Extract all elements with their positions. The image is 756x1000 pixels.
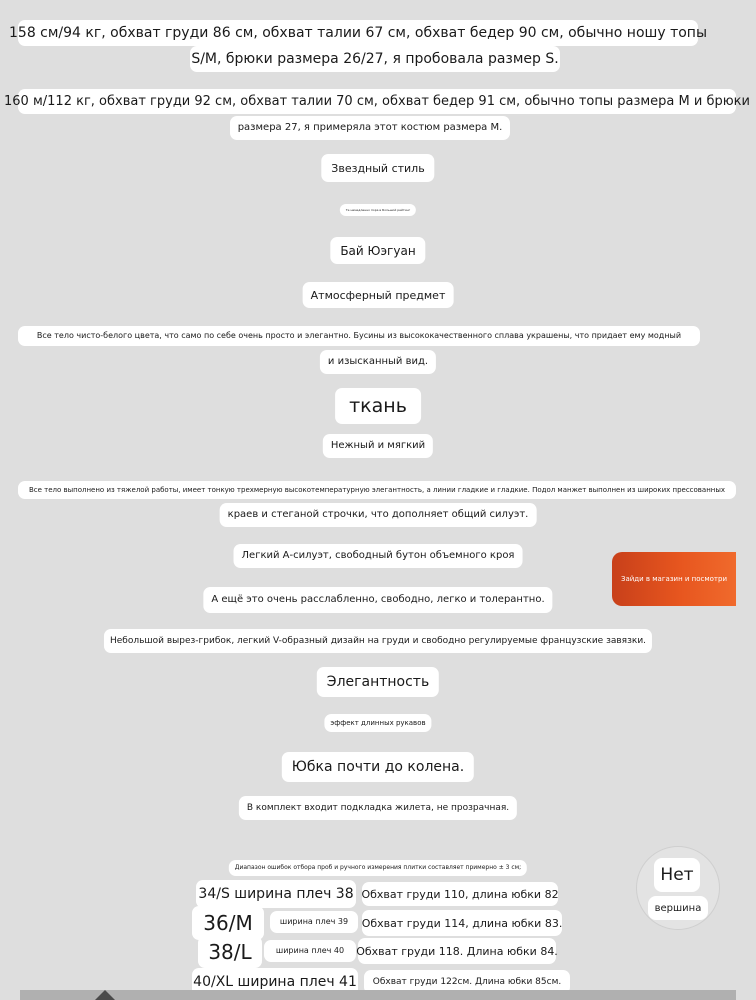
tag-a-silhouette: Легкий А-силуэт, свободный бутон объемного кроя [234,544,523,568]
tag-soft: Нежный и мягкий [323,434,433,458]
bottom-bar [20,990,736,1000]
tag-skirt-length: Юбка почти до колена. [282,752,474,782]
section-fabric-heading: ткань [335,388,421,424]
fabric-desc-line-2: краев и стеганой строчки, что дополняет общий силуэт. [220,503,537,527]
size-xl-bust-length: Обхват груди 122см. Длина юбки 85см. [364,970,570,994]
size-m-label: 36/M [192,906,264,940]
size-m-bust-length: Обхват груди 114, длина юбки 83. [362,910,562,936]
size-s-bust-length: Обхват груди 110, длина юбки 82 [362,882,558,906]
tag-neckline: Небольшой вырез-грибок, легкий V-образный дизайн на груди и свободно регулируемые французские завязки. [104,629,652,653]
spec-line-3: 160 м/112 кг, обхват груди 92 см, обхват талии 70 см, обхват бедер 91 см, обычно топы размера М и брюки [18,89,736,114]
to-top-button[interactable]: вершина [648,896,708,920]
size-l-label: 38/L [198,936,262,968]
tag-atmosphere-item: Атмосферный предмет [303,282,454,308]
section-elegance-heading: Элегантность [317,667,439,697]
no-button[interactable]: Нет [654,858,700,892]
spec-line-4: размера 27, я примеряла этот костюм размера М. [230,116,510,140]
tag-lining: В комплект входит подкладка жилета, не прозрачная. [239,796,517,820]
size-l-bust-length: Обхват груди 118. Длина юбки 84. [358,938,556,964]
desc-line-2: и изысканный вид. [320,350,436,374]
size-m-shoulder: ширина плеч 39 [270,911,358,933]
desc-line-1: Все тело чисто-белого цвета, что само по себе очень просто и элегантно. Бусины из высококачественного сплава украшены, что придает ему модный [18,326,700,346]
visit-store-banner[interactable] [612,552,736,606]
tag-star-style: Звездный стиль [321,154,434,182]
tag-long-sleeves: эффект длинных рукавов [324,714,431,732]
size-xl-shoulder: 40/XL ширина плеч 41 [192,968,358,996]
measurement-note: Диапазон ошибок отбора проб и ручного измерения плитки составляет примерно ± 3 см; [229,860,527,876]
spec-line-1: 158 см/94 кг, обхват груди 86 см, обхват талии 67 см, обхват бедер 90 см, обычно ношу топы [18,20,698,46]
tag-bai-yueguang: Бай Юэгуан [330,237,425,264]
tiny-caption: Те немедленно пора в Большой рейтинг [340,204,416,216]
fabric-desc-line-1: Все тело выполнено из тяжелой работы, имеет тонкую трехмерную высокотемпературную элегантность, а линии гладкие и гладкие. Подол манжет выполнен из широких прессованных [18,481,736,499]
size-s-shoulder: 34/S ширина плеч 38 [196,880,356,908]
spec-line-2: S/M, брюки размера 26/27, я пробовала размер S. [190,46,560,72]
size-l-shoulder: ширина плеч 40 [264,940,356,962]
visit-store-label: Зайди в магазин и посмотри [620,575,728,583]
tag-relaxed: А ещё это очень расслабленно, свободно, легко и толерантно. [203,587,552,613]
